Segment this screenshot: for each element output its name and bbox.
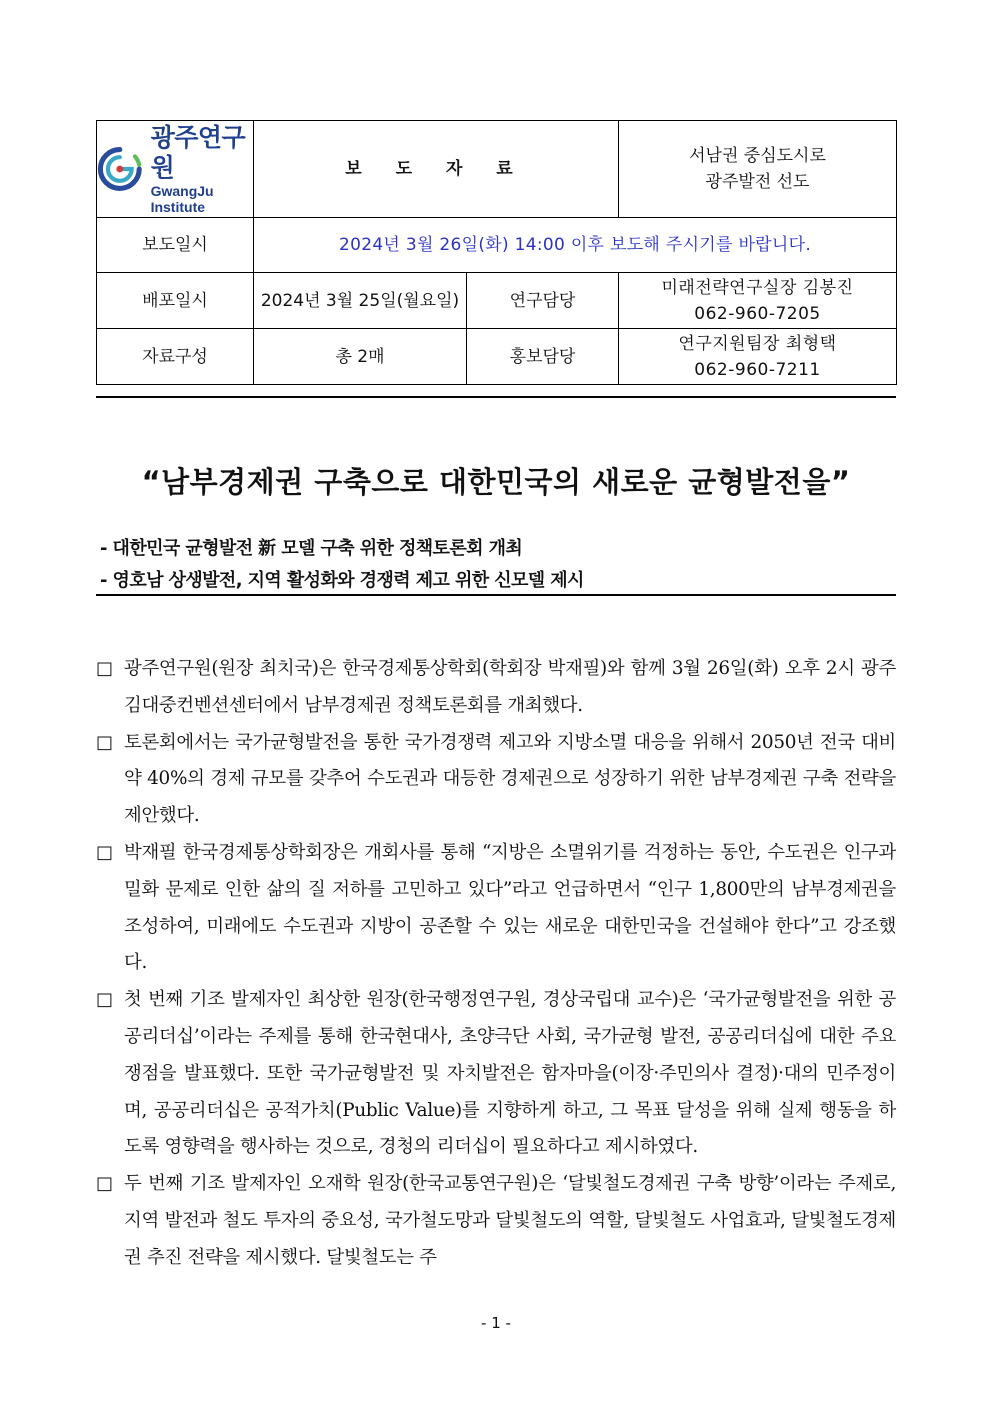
article-headline: “남부경제권 구축으로 대한민국의 새로운 균형발전을”	[141, 465, 851, 499]
paragraph-text: 박재필 한국경제통상학회장은 개회사를 통해 “지방은 소멸위기를 걱정하는 동안, 수도권은 인구과밀화 문제로 인한 삶의 질 저하를 고민하고 있다”라고 언급하면서 “인구 1,800만의 남부경제권을 조성하여, 미래에도 수도권과 지방이 공존할 수 있는 새로운 대한민국을 건설해야 한다”고 강조했다.	[124, 841, 896, 974]
slogan-line-2: 광주발전 선도	[705, 172, 810, 192]
pr-contact-cell	[619, 329, 897, 385]
research-contact-name: 미래전략연구실장 김봉진	[661, 277, 854, 298]
bullet-box-icon: □	[96, 731, 113, 753]
pr-contact-name: 연구지원팀장 최형택	[678, 333, 837, 354]
bullet-box-icon: □	[96, 658, 113, 679]
paragraph-text: 첫 번째 기조 발제자인 최상한 원장(한국행정연구원, 경상국립대 교수)은 ‘국가균형발전을 위한 공공리더십’이라는 주제를 통해 한국현대사, 초양극단 사회, 국가균형 발전, 공공리더십에 대한 주요 쟁점을 발표했다. 또한 국가균형발전 및 자치발전은 함자마을(이장·주민의사 결정)·대의 민주정이며, 공공리더십은 공적가치(Public Value)를 지향하게 하고, 그 목표 달성을 위해 실제 행동을 하도록 영향력을 행사하는 것으로, 경청의 리더십이 필요하다고 제시하였다.	[124, 989, 896, 1158]
header-divider	[96, 396, 896, 398]
article-paragraph-2	[96, 725, 896, 835]
research-contact-cell	[619, 273, 897, 329]
distribution-date-value: 2024년 3월 25일(월요일)	[254, 273, 467, 329]
slogan-cell	[619, 121, 897, 218]
distribution-date-label: 배포일시	[97, 273, 254, 329]
slogan-line-1: 서남권 중심도시로	[689, 146, 826, 166]
paragraph-text: 토론회에서는 국가균형발전을 통한 국가경쟁력 제고와 지방소멸 대응을 위해서 2050년 전국 대비 약 40%의 경제 규모를 갖추어 수도권과 대등한 경제권으로 성장하기 위한 남부경제권 구축 전략을 제안했다.	[124, 731, 896, 827]
research-contact-phone: 062-960-7205	[694, 303, 821, 324]
page-number: - 1 -	[481, 1314, 511, 1332]
paragraph-text: 광주연구원(원장 최치국)은 한국경제통상학회(학회장 박재필)와 함께 3월 26일(화) 오후 2시 광주김대중컨벤션센터에서 남부경제권 정책토론회를 개최했다.	[124, 658, 896, 716]
paragraph-text: 두 번째 기조 발제자인 오재학 원장(한국교통연구원)은 ‘달빛철도경제권 구축 방향’이라는 주제로, 지역 발전과 철도 투자의 중요성, 국가철도망과 달빛철도의 역할, 달빛철도 사업효과, 달빛철도경제권 추진 전략을 제시했다. 달빛철도는 주	[124, 1173, 896, 1268]
press-release-title: 보 도 자 료	[254, 121, 619, 218]
article-body	[96, 651, 896, 1277]
material-composition-value: 총 2매	[254, 329, 467, 385]
article-paragraph-3	[96, 835, 896, 982]
bullet-box-icon: □	[96, 841, 113, 863]
article-paragraph-5	[96, 1166, 896, 1276]
bullet-box-icon: □	[96, 989, 113, 1011]
report-date-value: 2024년 3월 26일(화) 14:00 이후 보도해 주시기를 바랍니다.	[254, 218, 897, 273]
pr-contact-phone: 062-960-7211	[694, 359, 821, 380]
institute-emblem-icon	[97, 142, 143, 196]
article-paragraph-1	[96, 651, 896, 725]
pr-contact-label: 홍보담당	[467, 329, 619, 385]
bullet-box-icon: □	[96, 1173, 113, 1195]
subtitle-divider	[96, 594, 896, 596]
article-subtitle-1: - 대한민국 균형발전 新 모델 구축 위한 정책토론회 개최	[100, 538, 523, 559]
report-date-label: 보도일시	[97, 218, 254, 273]
material-composition-label: 자료구성	[97, 329, 254, 385]
institute-logo	[97, 123, 253, 215]
press-header-table	[96, 120, 897, 385]
logo-korean-name: 광주연구원	[150, 123, 246, 182]
logo-cell	[97, 121, 254, 218]
article-paragraph-4	[96, 982, 896, 1166]
logo-english-name: GwangJu Institute	[150, 183, 214, 215]
article-subtitle-2: - 영호남 상생발전, 지역 활성화와 경쟁력 제고 위한 신모델 제시	[100, 570, 584, 591]
research-contact-label: 연구담당	[467, 273, 619, 329]
